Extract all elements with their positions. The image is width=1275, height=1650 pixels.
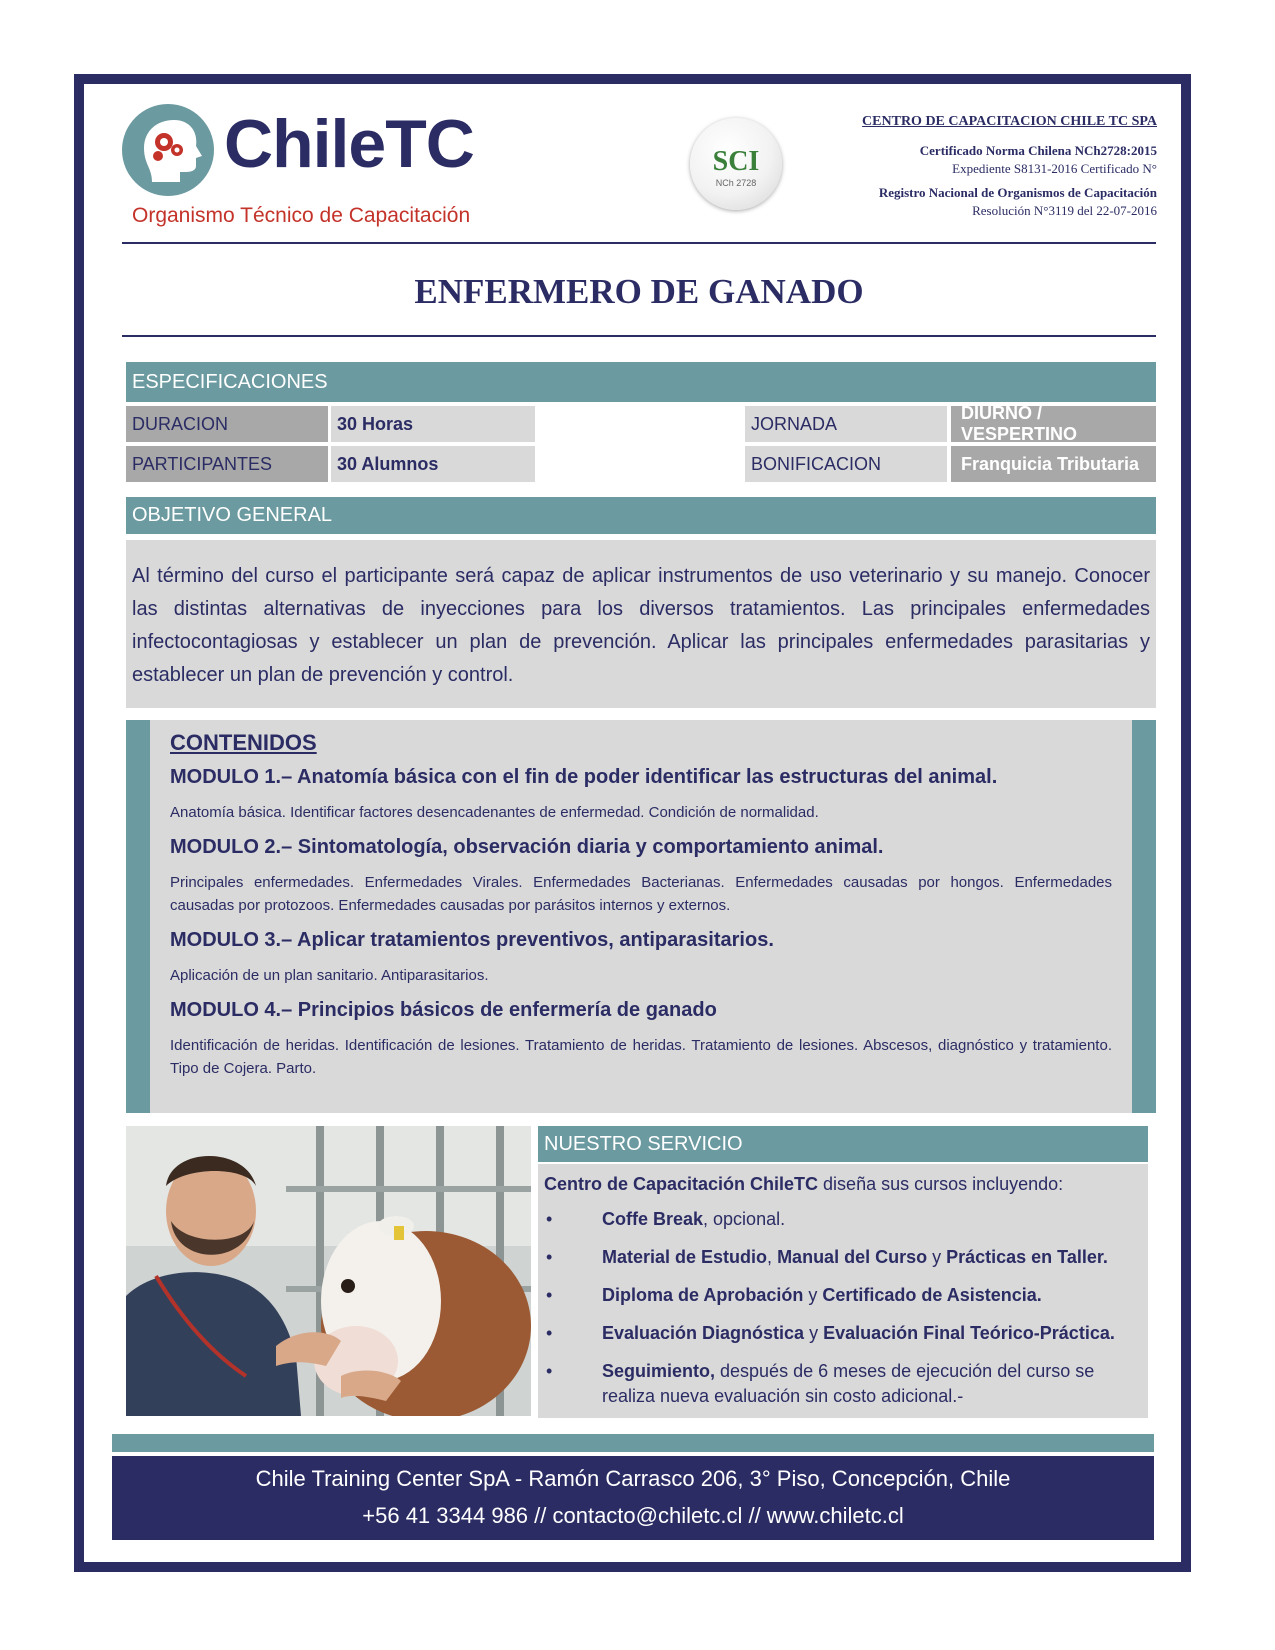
objective-heading: OBJETIVO GENERAL	[126, 497, 1156, 534]
registry-line-2: Resolución N°3119 del 22-07-2016	[972, 203, 1157, 218]
footer-strip	[112, 1434, 1154, 1452]
module-1-title: MODULO 1.– Anatomía básica con el fin de poder identificar las estructuras del animal.	[170, 766, 998, 788]
module-4-title: MODULO 4.– Principios básicos de enfermería de ganado	[170, 999, 717, 1021]
service-item-text: y	[803, 1285, 823, 1305]
logo-name: ChileTC	[224, 106, 474, 182]
participantes-label: PARTICIPANTES	[126, 446, 328, 482]
service-item	[544, 1321, 1142, 1346]
registry-line-1: Registro Nacional de Organismos de Capacitación	[878, 185, 1157, 200]
footer	[112, 1456, 1154, 1540]
service-item	[544, 1359, 1142, 1409]
head-gears-icon	[122, 104, 214, 196]
service-item-text: , opcional.	[703, 1209, 786, 1229]
service-intro	[544, 1174, 1142, 1195]
service-item	[544, 1245, 1142, 1270]
bullet-icon: •	[546, 1285, 553, 1305]
title-divider	[122, 335, 1156, 337]
service-intro-text: diseña sus cursos incluyendo:	[818, 1174, 1064, 1194]
footer-contact: +56 41 3344 986 // contacto@chiletc.cl // www.chiletc.cl	[362, 1503, 904, 1528]
service-item-bold: Coffe Break	[602, 1209, 704, 1229]
sci-certification-seal	[690, 118, 782, 210]
service-list	[544, 1207, 1142, 1409]
logo-tagline: Organismo Técnico de Capacitación	[132, 204, 471, 227]
module-3-title: MODULO 3.– Aplicar tratamientos preventivos, antiparasitarios.	[170, 929, 774, 951]
duracion-label: DURACION	[126, 406, 328, 442]
service-item-text: y	[804, 1323, 824, 1343]
jornada-label: JORNADA	[745, 406, 947, 442]
seal-subtext: NCh 2728	[715, 178, 757, 188]
service-item-text: después de 6 meses de ejecución del curso se realiza nueva evaluación sin costo adicional.-	[602, 1361, 1095, 1406]
module-3-description: Aplicación de un plan sanitario. Antiparasitarios.	[170, 967, 489, 984]
certification-info	[862, 114, 1157, 220]
contents-heading: CONTENIDOS	[170, 730, 317, 755]
module-2-description: Principales enfermedades. Enfermedades Virales. Enfermedades Bacterianas. Enfermedades causadas por hongos. Enfermedades causadas por protozoos. Enfermedades causadas por parásitos internos y externos.	[170, 874, 1112, 914]
service-item-bold: Evaluación Diagnóstica	[602, 1323, 805, 1343]
service-item-bold: Prácticas en Taller.	[946, 1247, 1108, 1267]
service-item-bold: Evaluación Final Teórico-Práctica.	[823, 1323, 1115, 1343]
contents-panel	[150, 720, 1132, 1113]
org-name: CENTRO DE CAPACITACION CHILE TC SPA	[862, 114, 1157, 129]
service-item	[544, 1283, 1142, 1308]
cert-line-2: Expediente S8131-2016 Certificado N°	[952, 161, 1157, 176]
objective-text: Al término del curso el participante será capaz de aplicar instrumentos de uso veterinario y su manejo. Conocer las distintas alternativas de inyecciones para los diversos tratamientos. Las principales enfermedades infectocontagiosas y establecer un plan de prevención. Aplicar las principales enfermedades parasitarias y establecer un plan de prevención y control.	[126, 540, 1156, 708]
service-item-bold: Certificado de Asistencia.	[822, 1285, 1042, 1305]
chiletc-logo	[122, 104, 472, 232]
service-item-text: ,	[767, 1247, 778, 1267]
service-item-bold: Manual del Curso	[777, 1247, 928, 1267]
course-title: ENFERMERO DE GANADO	[414, 272, 864, 311]
service-intro-bold: Centro de Capacitación ChileTC	[544, 1174, 819, 1194]
service-item	[544, 1207, 1142, 1232]
footer-address: Chile Training Center SpA - Ramón Carrasco 206, 3° Piso, Concepción, Chile	[255, 1466, 1011, 1491]
header-divider	[122, 242, 1156, 244]
service-panel	[538, 1164, 1148, 1418]
module-4-description: Identificación de heridas. Identificación de lesiones. Tratamiento de heridas. Tratamiento de lesiones. Abscesos, diagnóstico y tratamiento. Tipo de Cojera. Parto.	[170, 1037, 1112, 1077]
bonificacion-label: BONIFICACION	[745, 446, 947, 482]
service-item-bold: Seguimiento,	[602, 1361, 716, 1381]
bullet-icon: •	[546, 1247, 553, 1267]
contents-section	[126, 720, 1156, 1113]
bullet-icon: •	[546, 1361, 553, 1381]
bullet-icon: •	[546, 1209, 553, 1229]
seal-text: SCI	[712, 146, 760, 177]
module-1-description: Anatomía básica. Identificar factores desencadenantes de enfermedad. Condición de normalidad.	[170, 804, 819, 821]
service-heading: NUESTRO SERVICIO	[538, 1126, 1148, 1162]
service-item-bold: Diploma de Aprobación	[602, 1285, 804, 1305]
veterinarian-calf-photo	[126, 1126, 531, 1416]
bonificacion-value: Franquicia Tributaria	[951, 446, 1156, 482]
duracion-value: 30 Horas	[331, 406, 535, 442]
participantes-value: 30 Alumnos	[331, 446, 535, 482]
service-item-bold: Material de Estudio	[602, 1247, 768, 1267]
jornada-value: DIURNO / VESPERTINO	[951, 406, 1156, 442]
cert-line-1: Certificado Norma Chilena NCh2728:2015	[919, 143, 1157, 158]
specs-heading: ESPECIFICACIONES	[126, 362, 1156, 402]
module-2-title: MODULO 2.– Sintomatología, observación diaria y comportamiento animal.	[170, 836, 884, 858]
service-item-text: y	[927, 1247, 947, 1267]
bullet-icon: •	[546, 1323, 553, 1343]
